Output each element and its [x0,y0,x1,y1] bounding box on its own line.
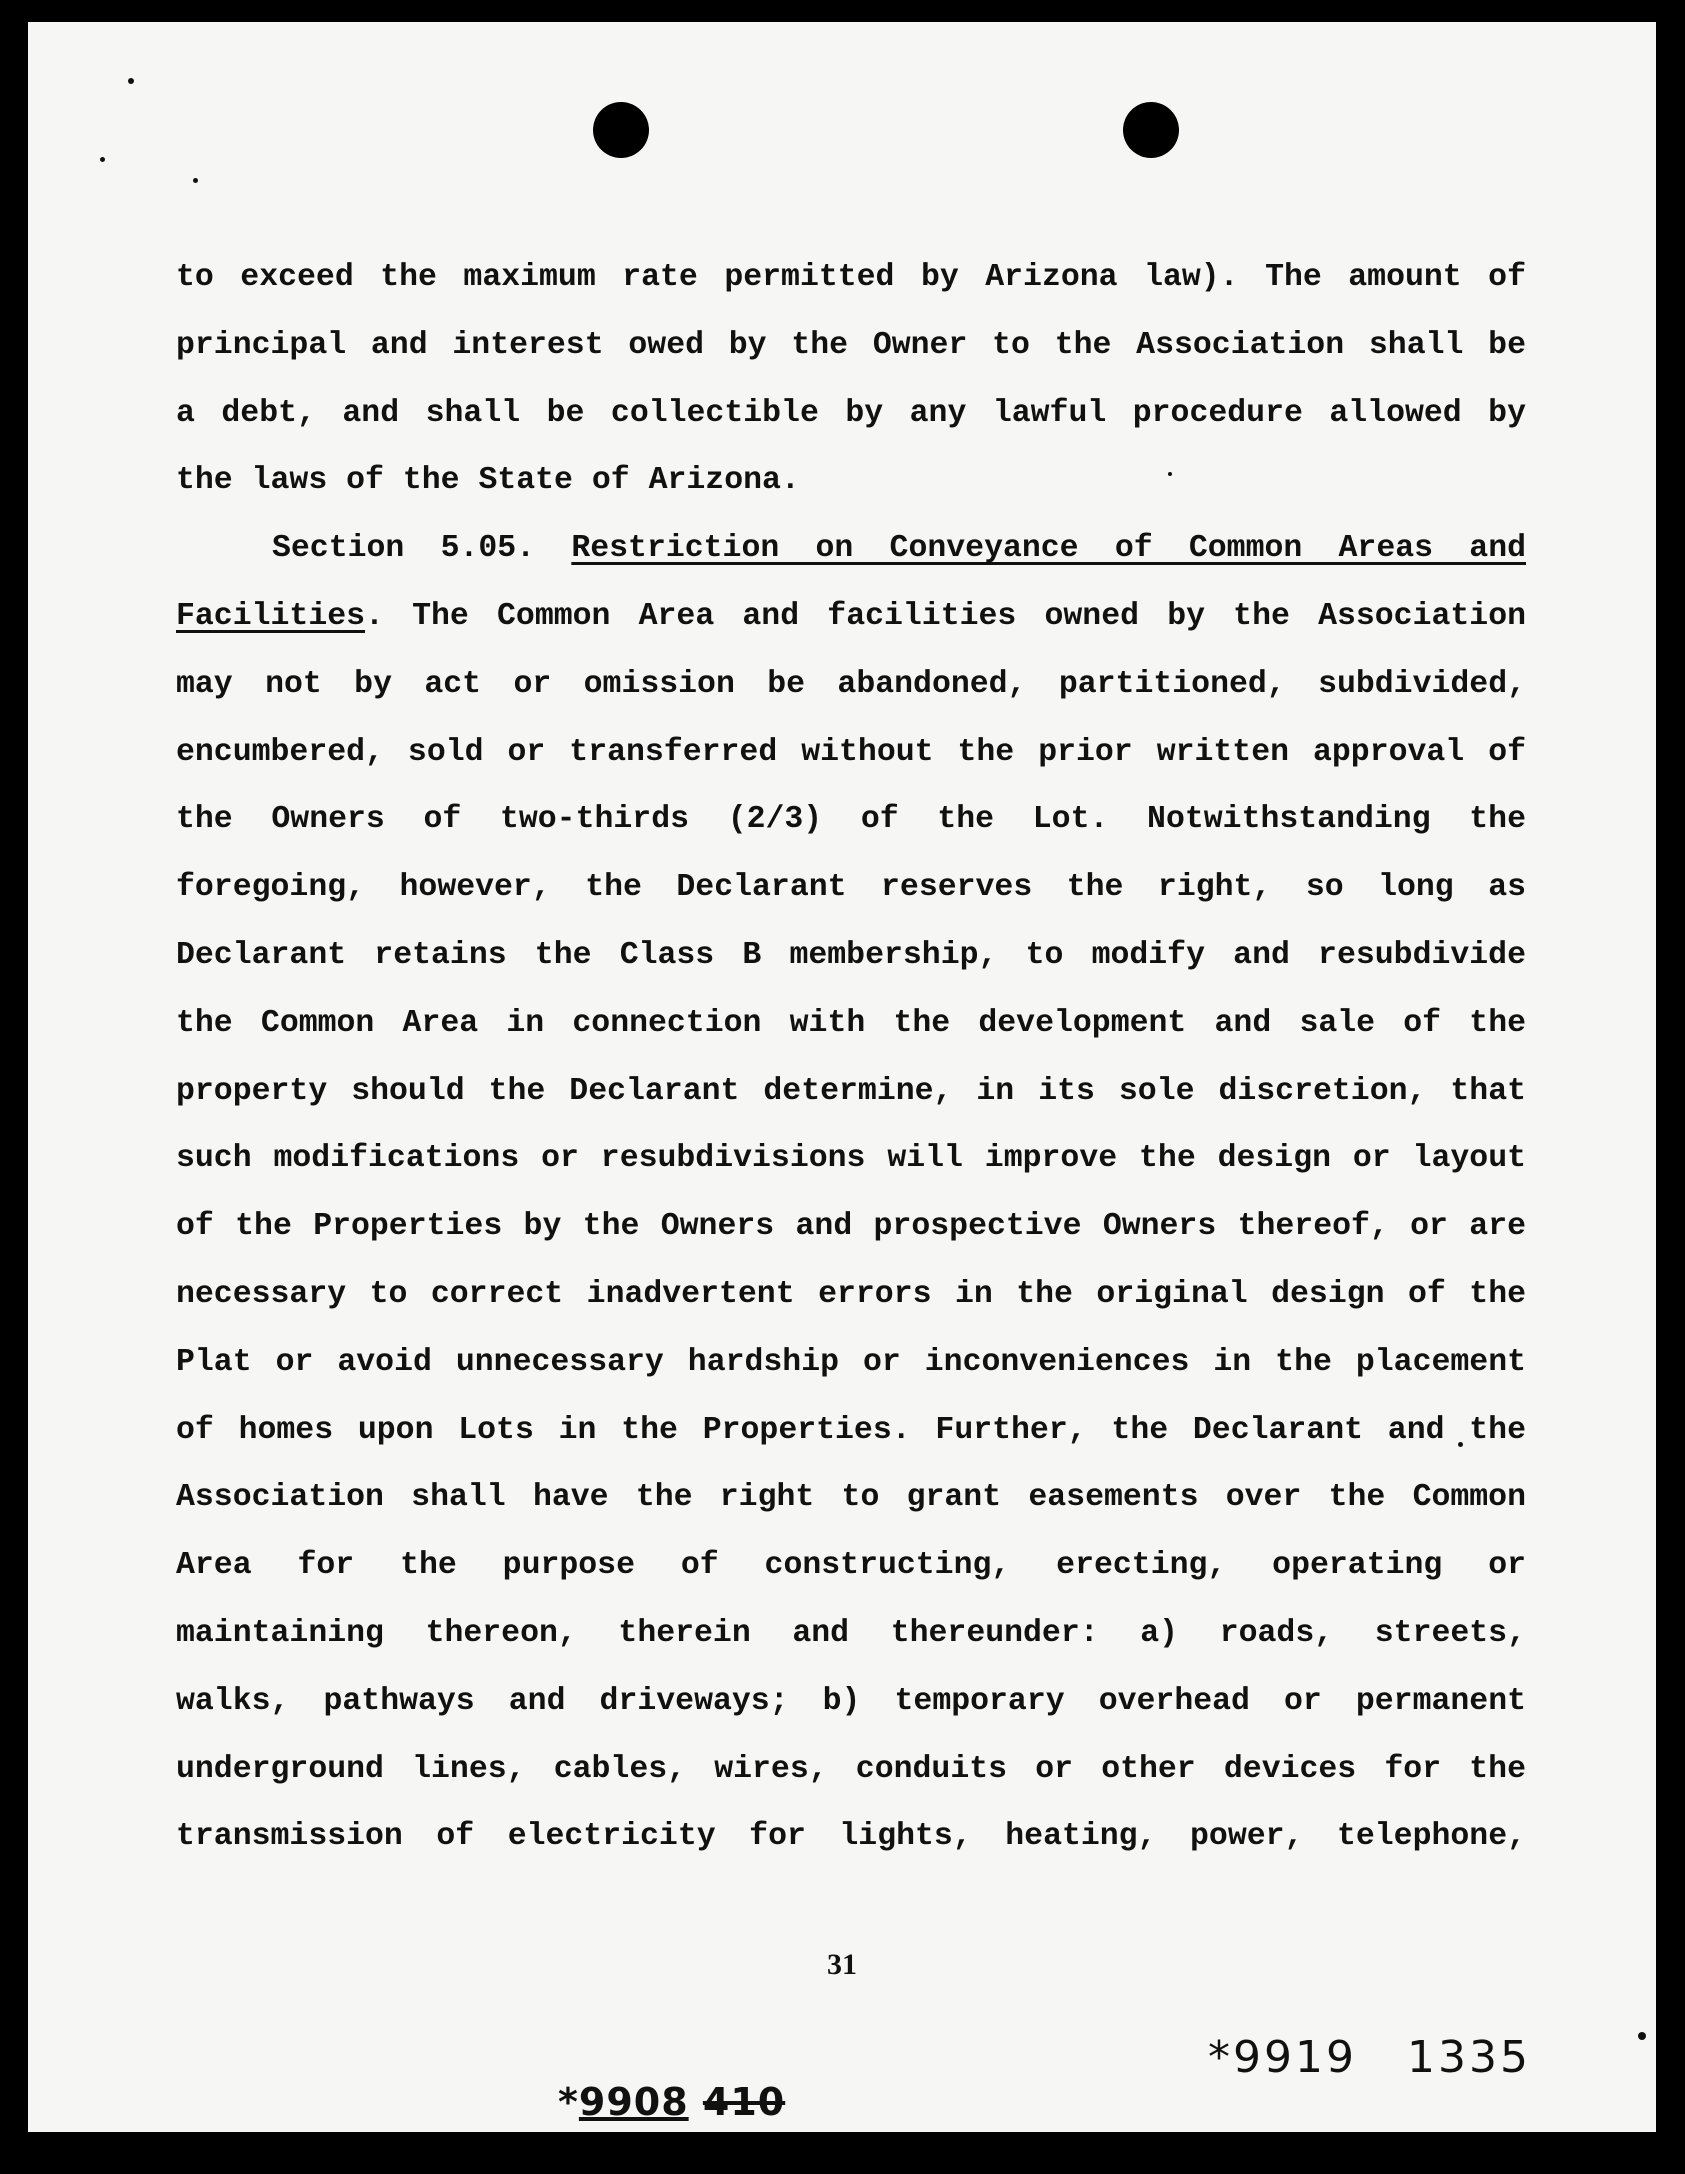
section-body-line: Association shall have the right to grant easements over the Common [176,1480,1526,1516]
section-title-part1: Restriction on Conveyance of Common Areas and [571,531,1526,567]
section-heading-line-2 [176,583,1526,651]
scan-speck [1638,2032,1646,2040]
recording-stamp-struck [558,2080,785,2124]
body-text [176,244,1526,1871]
section-body-line: may not by act or omission be abandoned, partitioned, subdivided, [176,666,1526,702]
stamp-page: 1335 [1406,2032,1531,2083]
section-body-line: underground lines, cables, wires, conduits or other devices for the [176,1751,1526,1787]
paragraph-line: a debt, and shall be collectible by any lawful procedure allowed by [176,395,1526,431]
document-page [28,22,1656,2132]
scan-speck [193,178,198,183]
section-body-line: of homes upon Lots in the Properties. Further, the Declarant and the [176,1412,1526,1448]
section-body-line: transmission of electricity for lights, heating, power, telephone, [176,1819,1526,1855]
section-body-line: Plat or avoid unnecessary hardship or inconveniences in the placement [176,1344,1526,1380]
section-body-line: Declarant retains the Class B membership, to modify and resubdivide [176,937,1526,973]
section-body-line: such modifications or resubdivisions will improve the design or layout [176,1141,1526,1177]
stamp-prefix: * [558,2080,579,2124]
paragraph-line: the laws of the State of Arizona. [176,463,800,499]
section-body-line: foregoing, however, the Declarant reserves the right, so long as [176,870,1526,906]
section-body-line: the Owners of two-thirds (2/3) of the Lot. Notwithstanding the [176,802,1526,838]
punch-hole-left [593,102,649,158]
paragraph-line: to exceed the maximum rate permitted by Arizona law). The amount of [176,260,1526,295]
section-title-part2: Facilities [176,598,366,634]
section-body-line: encumbered, sold or transferred without the prior written approval of [176,734,1526,770]
stamp-prefix: * [1208,2032,1233,2083]
section-body-line: property should the Declarant determine, in its sole discretion, that [176,1073,1526,1109]
scan-speck [128,78,134,84]
section-body-line: of the Properties by the Owners and prospective Owners thereof, or are [176,1209,1526,1245]
stamp-docket: 9919 [1233,2032,1357,2083]
section-body-line: maintaining thereon, therein and thereunder: a) roads, streets, [176,1615,1526,1651]
stamp-docket-struck: 9908 [578,2080,689,2124]
scan-speck [100,157,105,162]
section-first-line-text: The Common Area and facilities owned by the Association [412,598,1527,634]
section-body-line: walks, pathways and driveways; b) temporary overhead or permanent [176,1683,1526,1719]
stamp-page-struck: 410 [702,2080,786,2124]
section-body-line: Area for the purpose of constructing, erecting, operating or [176,1548,1526,1584]
section-body-line: necessary to correct inadvertent errors in the original design of the [176,1276,1526,1312]
section-heading-line [176,515,1526,583]
punch-hole-right [1123,102,1179,158]
recording-stamp-current [1208,2032,1531,2083]
page-number: 31 [827,1948,857,1981]
section-body-line: the Common Area in connection with the development and sale of the [176,1005,1526,1041]
section-title-period: . [365,598,384,634]
section-number: Section 5.05. [272,531,536,567]
paragraph-line: principal and interest owed by the Owner to the Association shall be [176,327,1526,363]
